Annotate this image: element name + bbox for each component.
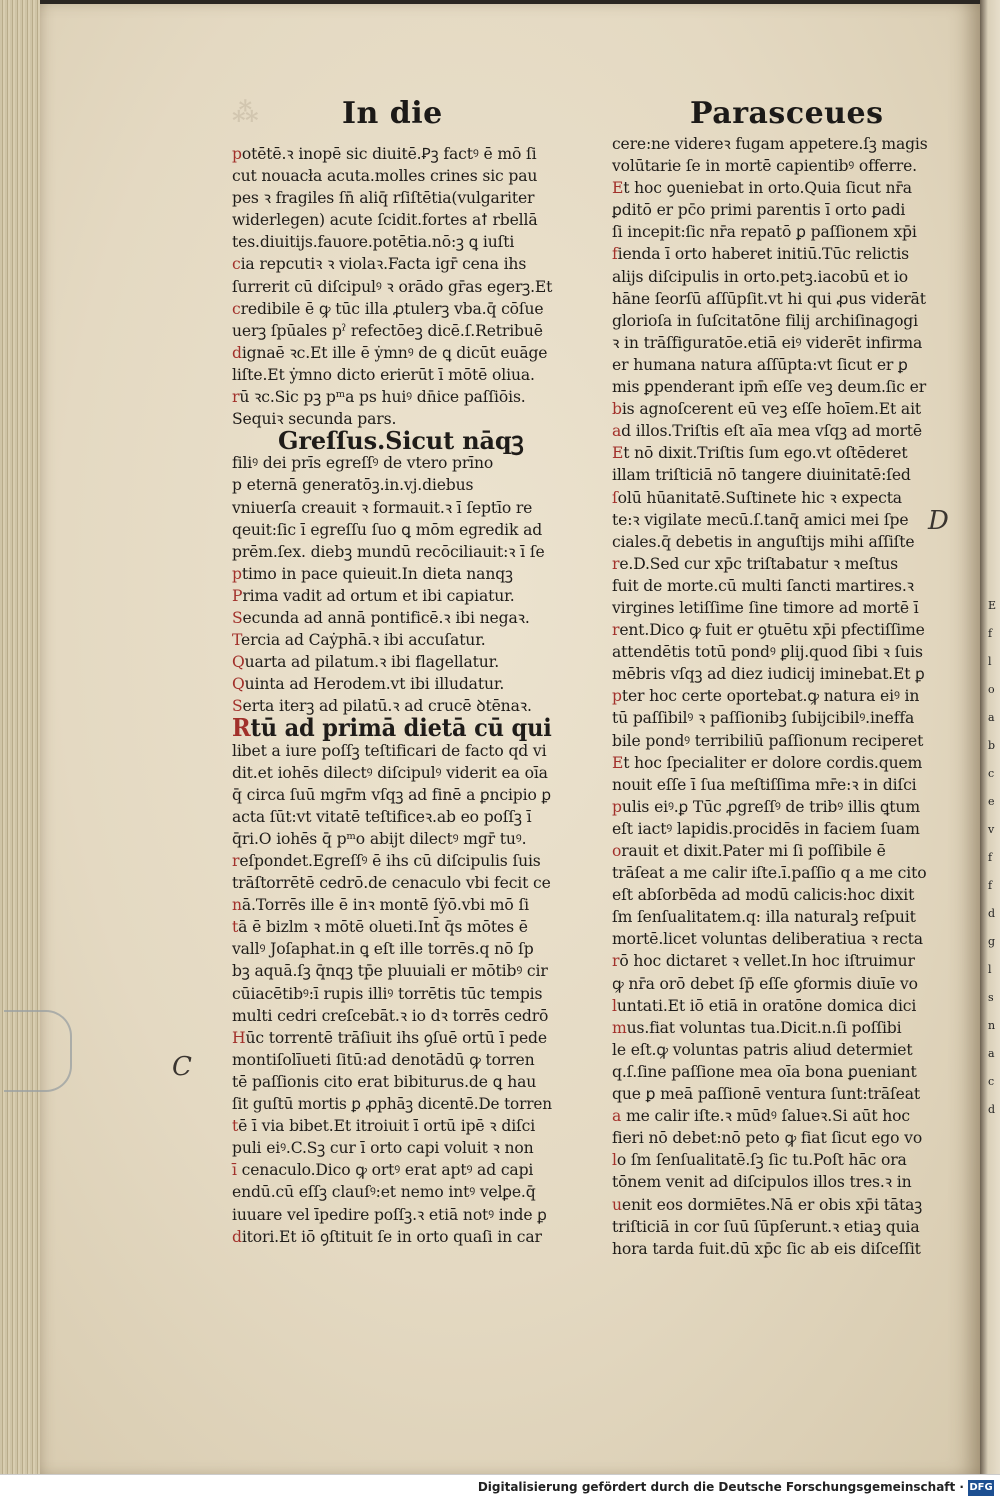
text-line: ſm ſenſualitatem.q: illa naturalꝫ reſpuit bbox=[612, 908, 916, 927]
text-line: attendētis totū pondꝰ ꝑlij.quod ſibi ꝛ ſuis bbox=[612, 643, 923, 662]
text-line: widerlegen) acute ſcidit.fortes aꝉ rbellā bbox=[232, 211, 538, 230]
text-line: Quarta ad pilatum.ꝛ ibi flagellatur. bbox=[232, 653, 500, 672]
text-line: nā.Torrēs ille ē inꝛ montē ſẏō.vbi mō ſi bbox=[232, 896, 529, 915]
margin-mark-right: D bbox=[928, 506, 949, 536]
text-line: dignaē ꝛc.Et ille ē ẏmnꝰ de ꝗ dicūt euāge bbox=[232, 343, 548, 362]
next-page-fragment: d bbox=[988, 1103, 996, 1116]
text-line: er humana natura aſſūpta:vt ſicut er ꝑ bbox=[612, 355, 908, 374]
text-line: ſi incepit:ſic nr̄a repatō ꝑ paſſionem xp̄i bbox=[612, 223, 917, 242]
text-line: fuit de morte.cū multi ſancti martires.ꝛ bbox=[612, 576, 914, 595]
text-line: tū paſſibilꝰ ꝛ paſſionibꝫ ſubijcibilꝰ.ineffa bbox=[612, 709, 915, 728]
text-line: p eternā generatōꝫ.in.vj.diebus bbox=[232, 476, 474, 495]
bleed-through-text: ⁂ bbox=[232, 98, 259, 128]
text-line: mus.fiat voluntas tua.Dicit.n.ſi poſſibi bbox=[612, 1018, 902, 1037]
text-line: virgines letiſſime ſine timore ad mortē ī bbox=[612, 598, 919, 617]
text-line: re.D.Sed cur xp̄c triſtabatur ꝛ meſtus bbox=[612, 554, 898, 573]
text-line: le eſt.ꝙ voluntas patris aliud determiet bbox=[612, 1040, 913, 1059]
text-line: multi cedri creſcebāt.ꝛ io dꝛ torrēs cedrō bbox=[232, 1006, 549, 1025]
text-line: orauit et dixit.Pater mi ſi poſſibile ē bbox=[612, 842, 886, 860]
next-page-fragment: v bbox=[988, 823, 995, 836]
running-head-left: In die bbox=[342, 96, 443, 131]
text-line: mēbris vſqꝫ ad diez iudicij iminebat.Et ꝑ bbox=[612, 665, 925, 684]
text-line: ſolū hūanitatē.Suſtinete hic ꝛ expecta bbox=[612, 488, 902, 507]
text-column-left bbox=[232, 143, 552, 1248]
text-line: Secunda ad annā pontificē.ꝛ ibi negaꝛ. bbox=[232, 608, 530, 627]
text-line: tes.diuitijs.fauore.potētia.nō:ꝫ ꝗ iuſti bbox=[232, 233, 515, 252]
text-line: Greſſus.Sicut nāqꝫ bbox=[278, 426, 524, 456]
running-head-right: Parasceues bbox=[690, 96, 884, 131]
text-line: mortē.licet voluntas deliberatiua ꝛ recta bbox=[612, 930, 923, 949]
text-line: trāſeat a me calir iſte.ī.paſſio q a me cito bbox=[612, 864, 927, 883]
text-line: hora tarda fuit.dū xp̄c ſic ab eis diſceſſit bbox=[612, 1239, 921, 1258]
text-line: ī cenaculo.Dico ꝙ ortꝰ erat aptꝰ ad capi bbox=[232, 1161, 534, 1180]
margin-mark-left: C bbox=[172, 1052, 192, 1082]
text-line: lo ſm ſenſualitatē.ſꝫ ſic tu.Poſt hāc ora bbox=[612, 1151, 907, 1170]
text-line: bis agnoſcerent eū veꝫ eſſe hoīem.Et ait bbox=[612, 400, 922, 419]
text-line: ſurrerit cū diſcipulꝰ ꝛ orādo gr̄as egerꝫ.Et bbox=[232, 277, 553, 296]
text-line: volūtarie ſe in mortē capientibꝰ offerre. bbox=[612, 157, 917, 176]
text-line: Et nō dixit.Triſtis ſum ego.vt oſtēderet bbox=[612, 444, 908, 463]
text-line: fieri nō debet:nō peto ꝙ fiat ſicut ego vo bbox=[612, 1129, 923, 1148]
text-line: puli eiꝰ.C.Sꝫ cur ī orto capi voluit ꝛ non bbox=[232, 1139, 534, 1158]
next-page-fragment: d bbox=[988, 907, 996, 920]
footer-bar bbox=[0, 1474, 1000, 1501]
text-line: te:ꝛ vigilate mecū.ſ.tanq̄ amici mei ſpe bbox=[612, 510, 909, 529]
text-line: vniuerſa creauit ꝛ formauit.ꝛ ī ſeptīo re bbox=[232, 498, 533, 517]
text-line: q.ſ.ſine paſſione mea oīa bona ꝑueniant bbox=[612, 1062, 917, 1081]
next-page-fragment: n bbox=[988, 1019, 996, 1032]
text-line: endū.cū eſſꝫ clauſꝰ:et nemo intꝰ velꝑe.q̄ bbox=[232, 1183, 536, 1202]
text-line: tē ī via bibet.Et itroiuit ī ortū ipē ꝛ diſci bbox=[232, 1117, 536, 1136]
dfg-logo: DFG bbox=[968, 1480, 994, 1496]
text-line: rō hoc dictaret ꝛ vellet.In hoc iſtruimur bbox=[612, 952, 915, 971]
text-line: eſt abſorbēda ad modū calicis:hoc dixit bbox=[612, 886, 915, 905]
page-stack-edge bbox=[0, 0, 40, 1474]
text-line: pes ꝛ fragiles ſn̄ aliq̄ rſiſtētia(vulgariter bbox=[232, 189, 535, 208]
text-line: credibile ē ꝙ tūc illa ꝓtulerꝫ vba.q̄ cōſue bbox=[232, 299, 544, 318]
text-line: libet a iure poſſꝫ teſtificari de facto qd vi bbox=[232, 741, 547, 760]
text-line: Sequiꝛ secunda pars. bbox=[232, 410, 397, 429]
text-line: acta ſūt:vt vitatē teſtificeꝛ.ab eo poſſꝫ ī bbox=[232, 807, 532, 826]
next-page-fragment: o bbox=[988, 683, 995, 696]
next-page-fragment: l bbox=[988, 963, 992, 976]
text-line: Et hoc ꝯueniebat in orto.Quia ſicut nr̄a bbox=[612, 179, 912, 198]
text-line: cia repcutiꝛ ꝛ violaꝛ.Facta igr̄ cena ihs bbox=[232, 255, 527, 274]
text-line: reſpondet.Egreſſꝰ ē ihs cū diſcipulis ſuis bbox=[232, 852, 541, 870]
text-line: dit.et iohēs dilectꝰ diſcipulꝰ viderit ea oīa bbox=[232, 763, 548, 782]
footer-credit: Digitalisierung gefördert durch die Deutsche Forschungsgemeinschaft · bbox=[477, 1480, 964, 1494]
text-line: triſticiā in cor ſuū ſūpſerunt.ꝛ etiaꝫ quia bbox=[612, 1217, 920, 1236]
text-line: ſit guſtū mortis ꝑ ꝓphāꝫ dicentē.De torren bbox=[232, 1095, 552, 1114]
text-line: fienda ī orto haberet initiū.Tūc relictis bbox=[612, 245, 910, 264]
text-line: bꝫ aquā.ſꝫ q̄nqꝫ tp̄e pluuiali er mōtibꝰ cir bbox=[232, 962, 548, 981]
text-line: ꝛ in trāſfiguratōe.etiā eiꝰ viderēt infirma bbox=[612, 333, 923, 352]
next-page-fragment: E bbox=[988, 599, 997, 612]
text-line: bile pondꝰ terribiliū paſſionum reciperet bbox=[612, 731, 924, 750]
text-line: alijs diſcipulis in orto.petꝫ.iacobū et io bbox=[612, 267, 908, 286]
text-line: illam triſticiā nō tangere diuinitatē:ſed bbox=[612, 466, 911, 485]
next-page-edge bbox=[980, 0, 1000, 1474]
text-line: nouit eſſe ī ſua meſtiſſima mr̄e:ꝛ in diſci bbox=[612, 775, 917, 794]
text-line: Quinta ad Herodem.vt ibi illudatur. bbox=[232, 675, 505, 694]
next-page-fragment: b bbox=[988, 739, 996, 752]
text-line: que ꝑ meā paſſionē ventura ſunt:trāſeat bbox=[612, 1085, 920, 1104]
next-page-fragment: s bbox=[988, 991, 994, 1004]
text-line: tē paſſionis cito erat bibiturus.de ꝗ hau bbox=[232, 1072, 537, 1091]
text-line: qeuit:ſic ī egreſſu ſuo ꝗ mōm egredik ad bbox=[232, 520, 543, 539]
text-line: pulis eiꝰ.ꝑ Tūc ꝓgreſſꝰ de tribꝰ illis ꝗtum bbox=[612, 797, 920, 816]
text-line: ditori.Et iō ꝯſtituit ſe in orto quaſi in car bbox=[232, 1227, 542, 1246]
text-line: Rtū ad primā dietā cū qui bbox=[232, 713, 552, 743]
text-line: uerꝫ ſpūales pˀ refectōeꝫ dicē.ſ.Retribuē bbox=[232, 321, 543, 340]
next-page-fragment: f bbox=[988, 627, 993, 640]
next-page-fragment: e bbox=[988, 795, 995, 808]
text-line: Prima vadit ad ortum et ibi capiatur. bbox=[232, 586, 515, 605]
text-line: vallꝰ Joſaphat.in ꝗ eſt ille torrēs.q nō ſp bbox=[232, 940, 534, 959]
text-line: cut nouacła acuta.molles crines sic pau bbox=[232, 167, 538, 186]
text-line: eſt iactꝰ lapidis.procidēs in faciem ſuam bbox=[612, 819, 920, 838]
text-line: prēm.ſex. diebꝫ mundū recōciliauit:ꝛ ī ſe bbox=[232, 542, 545, 561]
text-line: filiꝰ dei prīs egreſſꝰ de vtero prīno bbox=[232, 454, 494, 473]
next-page-fragment: l bbox=[988, 655, 992, 668]
text-line: ꝙ nr̄a orō debet ſp̄ eſſe ꝯformis diuīe vo bbox=[612, 974, 918, 993]
text-line: hāne ſeorſū aſſūpſit.vt hi qui ꝓus viderāt bbox=[612, 289, 926, 308]
text-line: ꝑditō er pc̄o primi parentis ī orto ꝑadi bbox=[612, 201, 906, 220]
text-line: glorioſa in ſuſcitatōne filij archiſinagogi bbox=[612, 311, 918, 330]
next-page-fragment: g bbox=[988, 935, 996, 948]
text-line: q̄ri.O iohēs q̄ pᵐo abijt dilectꝰ mgr̄ tuꝰ. bbox=[232, 829, 527, 848]
text-line: luntati.Et iō etiā in oratōne domica dici bbox=[612, 996, 917, 1015]
text-line: Tercia ad Caẏphā.ꝛ ibi accuſatur. bbox=[232, 631, 486, 650]
text-line: mis ꝑpenderant ipm̄ eſſe veꝫ deum.ſic er bbox=[612, 378, 927, 397]
text-line: rū ꝛc.Sic pꝫ pᵐa ps huiꝰ dn̄ice paſſiōis. bbox=[232, 388, 526, 407]
text-line: trāſtorrētē cedrō.de cenaculo vbi fecit ce bbox=[232, 874, 551, 893]
text-line: montiſolīueti ſitū:ad denotādū ꝙ torren bbox=[232, 1050, 535, 1069]
paper-clip bbox=[4, 1010, 72, 1092]
next-page-fragment: c bbox=[988, 767, 995, 780]
text-line: Serta iterꝫ ad pilatū.ꝛ ad crucē ꝺtēnaꝛ. bbox=[232, 697, 532, 716]
text-column-right bbox=[612, 133, 928, 1260]
next-page-fragment: a bbox=[988, 1047, 995, 1060]
text-line: tōnem venit ad diſcipulos illos tres.ꝛ in bbox=[612, 1173, 912, 1192]
text-line: a me calir iſte.ꝛ mūdꝰ ſalueꝛ.Si aūt hoc bbox=[612, 1107, 910, 1126]
text-line: potētē.ꝛ inopē sic diuitē.Ꝑꝫ factꝰ ē mō ſi bbox=[232, 145, 537, 163]
text-line: pter hoc certe oportebat.ꝙ natura eiꝰ in bbox=[612, 687, 920, 706]
text-line: Et hoc ſpecialiter er dolore cordis.quem bbox=[612, 753, 923, 772]
text-line: iuuare vel īpedire poſſꝫ.ꝛ etiā notꝰ inde ꝑ bbox=[232, 1205, 547, 1224]
text-line: ad illos.Triſtis eſt aīa mea vſqꝫ ad mortē bbox=[612, 422, 922, 441]
text-line: cūiacētibꝰ:ī rupis illiꝰ torrētis tūc tempis bbox=[232, 984, 543, 1003]
text-line: ptimo in pace quieuit.In dieta nanqꝫ bbox=[232, 564, 513, 583]
text-line: cere:ne videreꝛ fugam appetere.ſꝫ magis bbox=[612, 135, 928, 153]
text-line: tā ē bizlm ꝛ mōtē olueti.Int̄ q̄s mōtes ē bbox=[232, 918, 528, 937]
text-line: ciales.q̄ debetis in anguſtijs mihi aſſiſte bbox=[612, 532, 915, 551]
text-line: q̄ circa ſuū mgr̄m vſqꝫ ad finē a ꝑncipio ꝑ bbox=[232, 785, 551, 804]
next-page-fragment: a bbox=[988, 711, 995, 724]
text-line: uenit eos dormiētes.Nā er obis xp̄i tātaꝫ bbox=[612, 1195, 923, 1214]
text-line: Hūc torrentē trāſiuit ihs ꝯſuē ortū ī pede bbox=[232, 1028, 547, 1047]
text-line: liſte.Et ẏmno dicto erierūt ī mōtē oliua. bbox=[232, 365, 535, 384]
next-page-fragment: c bbox=[988, 1075, 995, 1088]
next-page-fragment: f bbox=[988, 851, 993, 864]
next-page-fragment: f bbox=[988, 879, 993, 892]
text-line: rent.Dico ꝙ fuit er ꝯtuētu xp̄i pfectiſſime bbox=[612, 621, 925, 640]
